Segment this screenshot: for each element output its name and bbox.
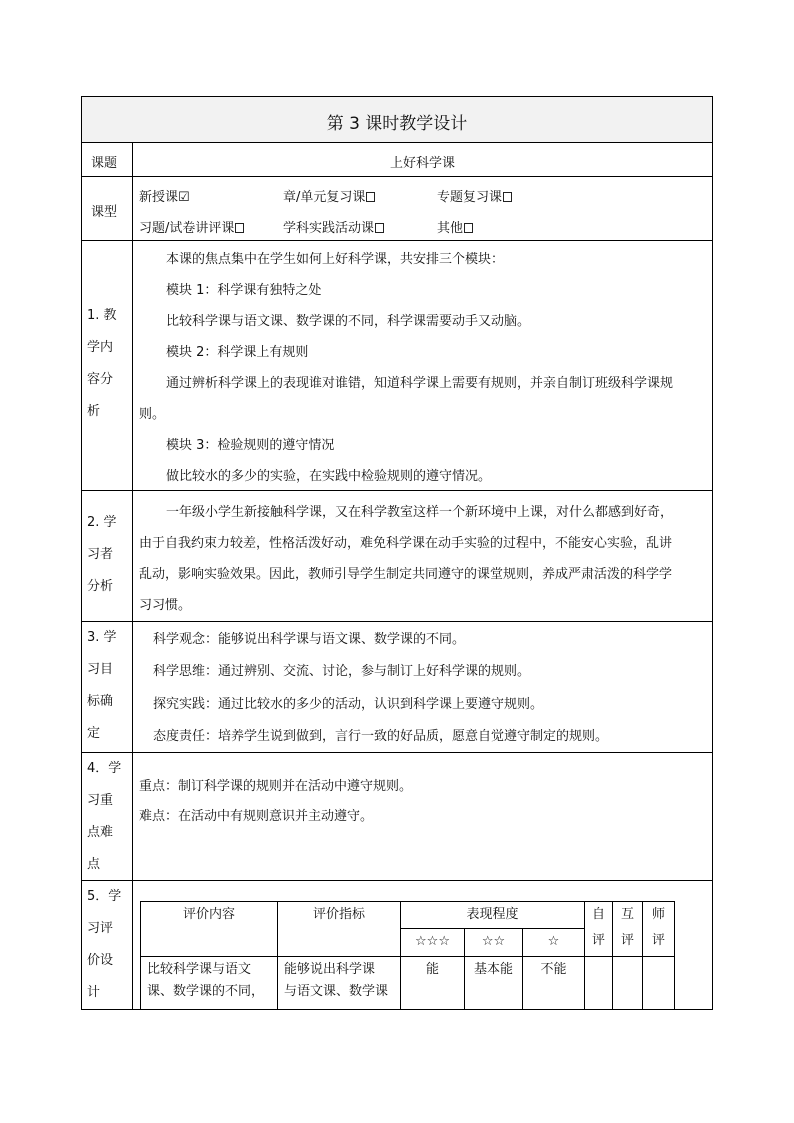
- header-two-stars: ☆☆: [465, 929, 523, 957]
- assessment-table: [140, 901, 675, 1010]
- row1-self-cell[interactable]: [585, 957, 613, 1010]
- paragraph-line: 重点：制订科学课的规则并在活动中遵守规则。: [139, 779, 413, 794]
- option-topic-review[interactable]: [437, 186, 512, 205]
- title-row: [82, 97, 712, 142]
- paragraph-line: 难点：在活动中有规则意识并主动遵守。: [139, 809, 374, 824]
- option-unit-review-label: 章/单元复习课: [283, 190, 366, 205]
- section-assessment-design: [82, 880, 712, 1009]
- lesson-type-row: [82, 176, 712, 240]
- lesson-design-table: [81, 96, 713, 1010]
- paragraph-line: 比较科学课与语文课、数学课的不同，科学课需要动手又动脑。: [166, 314, 531, 329]
- section-learner-analysis: [82, 490, 712, 621]
- header-performance-level: 表现程度: [401, 902, 585, 929]
- section3-text: [133, 622, 712, 752]
- section3-label-cell: [82, 622, 133, 752]
- paragraph-line: 做比较水的多少的实验，在实践中检验规则的遵守情况。: [166, 469, 492, 484]
- checkbox-icon: [503, 192, 512, 202]
- paragraph-line: 乱动，影响实验效果。因此，教师引导学生制定共同遵守的课堂规则，养成严肃活泼的科学学: [139, 567, 673, 582]
- option-new-lesson[interactable]: [139, 186, 190, 205]
- section-key-points: [82, 752, 712, 880]
- header-indicator: 评价指标: [278, 902, 401, 957]
- option-unit-review[interactable]: [283, 186, 375, 205]
- header-peer-assessment: 互 评: [613, 902, 643, 957]
- header-teacher-assessment: 师 评: [643, 902, 675, 957]
- paragraph-line: 模块 2：科学课上有规则: [166, 345, 309, 360]
- section-learning-objectives: [82, 621, 712, 752]
- paragraph-line: 习习惯。: [139, 598, 192, 613]
- topic-value: 上好科学课: [389, 156, 455, 171]
- topic-label-cell: [82, 143, 133, 176]
- option-practice-activity-label: 学科实践活动课: [283, 221, 375, 236]
- header-self-assessment: 自 评: [585, 902, 613, 957]
- option-exercise-review-label: 习题/试卷讲评课: [139, 221, 235, 236]
- option-new-lesson-label: 新授课☑: [139, 190, 190, 205]
- option-other-label: 其他: [437, 221, 464, 236]
- paragraph-line: 本课的焦点集中在学生如何上好科学课，共安排三个模块：: [166, 252, 505, 267]
- option-practice-activity[interactable]: [283, 217, 384, 236]
- paragraph-line: 一年级小学生新接触科学课，又在科学教室这样一个新环境中上课，对什么都感到好奇，: [166, 505, 674, 520]
- section4-label-cell: [82, 753, 133, 880]
- lesson-type-label-cell: [82, 177, 133, 240]
- checkbox-icon: [235, 223, 244, 233]
- row1-level-3: 能: [401, 957, 465, 1010]
- lesson-type-options: [133, 177, 712, 240]
- section2-label-cell: [82, 491, 133, 621]
- paragraph-line: 通过辨析科学课上的表现谁对谁错，知道科学课上需要有规则，并亲自制订班级科学课规: [166, 376, 674, 391]
- paragraph-line: 科学思维：通过辨别、交流、讨论，参与制订上好科学课的规则。: [153, 664, 531, 679]
- section-content-analysis: [82, 240, 712, 490]
- section2-label: 2. 学 习者 分析: [87, 515, 117, 594]
- header-content: 评价内容: [141, 902, 278, 957]
- section4-text: [133, 753, 712, 880]
- row1-teacher-cell[interactable]: [643, 957, 675, 1010]
- paragraph-line: 态度责任：培养学生说到做到，言行一致的好品质，愿意自觉遵守制定的规则。: [153, 729, 609, 744]
- row1-content: 比较科学课与语文 课、数学课的不同，: [141, 957, 278, 1010]
- section1-label: 1. 教 学内 容分 析: [87, 308, 117, 419]
- topic-label: 课题: [91, 156, 118, 171]
- checkbox-icon: [366, 192, 375, 202]
- topic-value-cell: [133, 143, 712, 176]
- page-title: 第 3 课时教学设计: [326, 114, 468, 134]
- paragraph-line: 由于自我约束力较差，性格活泼好动，难免科学课在动手实验的过程中，不能安心实验，乱讲: [139, 536, 673, 551]
- checkbox-icon: [375, 223, 384, 233]
- section2-text: [133, 491, 712, 621]
- topic-row: [82, 142, 712, 176]
- paragraph-line: 则。: [139, 407, 166, 422]
- paragraph-line: 探究实践：通过比较水的多少的活动，认识到科学课上要遵守规则。: [153, 697, 544, 712]
- option-other[interactable]: [437, 217, 473, 236]
- row1-level-1: 不能: [523, 957, 585, 1010]
- option-exercise-review[interactable]: [139, 217, 244, 236]
- row1-indicator: 能够说出科学课 与语文课、数学课: [278, 957, 401, 1010]
- header-one-star: ☆: [523, 929, 585, 957]
- paragraph-line: 模块 1：科学课有独特之处: [166, 283, 322, 298]
- header-three-stars: ☆☆☆: [401, 929, 465, 957]
- section3-label: 3. 学 习目 标确 定: [87, 630, 117, 741]
- option-topic-review-label: 专题复习课: [437, 190, 503, 205]
- paragraph-line: 科学观念：能够说出科学课与语文课、数学课的不同。: [153, 632, 466, 647]
- section4-label: 4．学 习重 点难 点: [87, 761, 122, 872]
- section1-label-cell: [82, 241, 133, 490]
- lesson-type-label: 课型: [91, 205, 118, 220]
- section5-label: 5．学 习评 价设 计: [87, 889, 122, 1000]
- row1-peer-cell[interactable]: [613, 957, 643, 1010]
- paragraph-line: 模块 3：检验规则的遵守情况: [166, 438, 335, 453]
- row1-level-2: 基本能: [465, 957, 523, 1010]
- checkbox-icon: [464, 223, 473, 233]
- section1-text: [133, 241, 712, 490]
- section5-label-cell: [82, 881, 133, 1009]
